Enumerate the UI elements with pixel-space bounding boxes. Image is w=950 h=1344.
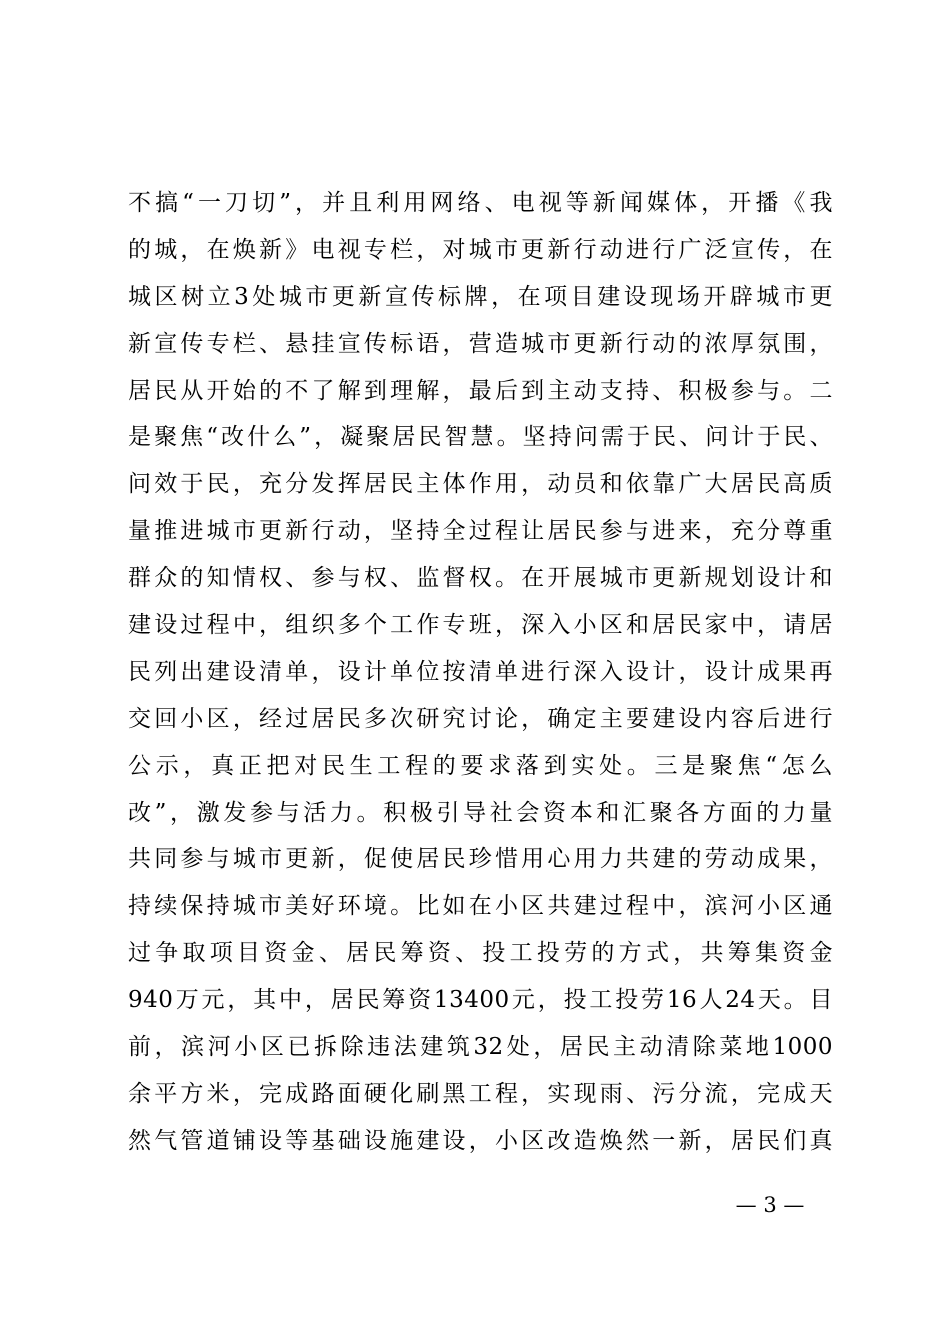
- text-line: 民列出建设清单，设计单位按清单进行深入设计，设计成果再: [128, 658, 833, 685]
- text-line: 持续保持城市美好环境。比如在小区共建过程中，滨河小区通: [128, 893, 833, 920]
- text-line: 是聚焦“改什么”，凝聚居民智慧。坚持问需于民、问计于民、: [128, 424, 833, 451]
- text-line: 940万元，其中，居民筹资13400元，投工投劳16人24天。目: [128, 987, 833, 1014]
- text-line: 公示，真正把对民生工程的要求落到实处。三是聚焦“怎么: [128, 752, 833, 779]
- text-line: 过争取项目资金、居民筹资、投工投劳的方式，共筹集资金: [128, 940, 833, 967]
- text-line: 建设过程中，组织多个工作专班，深入小区和居民家中，请居: [128, 612, 833, 639]
- text-line: 新宣传专栏、悬挂宣传标语，营造城市更新行动的浓厚氛围，: [128, 330, 833, 357]
- text-line: 问效于民，充分发挥居民主体作用，动员和依靠广大居民高质: [128, 471, 833, 498]
- text-line: 量推进城市更新行动，坚持全过程让居民参与进来，充分尊重: [128, 518, 833, 545]
- text-line: 居民从开始的不了解到理解，最后到主动支持、积极参与。二: [128, 377, 833, 404]
- text-line: 交回小区，经过居民多次研究讨论，确定主要建设内容后进行: [128, 705, 833, 732]
- page-number: — 3 —: [735, 1193, 805, 1217]
- text-line: 共同参与城市更新，促使居民珍惜用心用力共建的劳动成果，: [128, 846, 833, 873]
- text-line: 然气管道铺设等基础设施建设，小区改造焕然一新，居民们真: [128, 1127, 833, 1154]
- document-body: [128, 180, 833, 1165]
- text-line: 群众的知情权、参与权、监督权。在开展城市更新规划设计和: [128, 565, 833, 592]
- text-line: 城区树立3处城市更新宣传标牌，在项目建设现场开辟城市更: [128, 283, 833, 310]
- text-line: 的城，在焕新》电视专栏，对城市更新行动进行广泛宣传，在: [128, 236, 833, 263]
- text-line: 余平方米，完成路面硬化刷黑工程，实现雨、污分流，完成天: [128, 1080, 833, 1107]
- text-line: 改”，激发参与活力。积极引导社会资本和汇聚各方面的力量: [128, 799, 833, 826]
- text-line: 前，滨河小区已拆除违法建筑32处，居民主动清除菜地1000: [128, 1034, 833, 1061]
- text-line: 不搞“一刀切”，并且利用网络、电视等新闻媒体，开播《我: [128, 190, 833, 216]
